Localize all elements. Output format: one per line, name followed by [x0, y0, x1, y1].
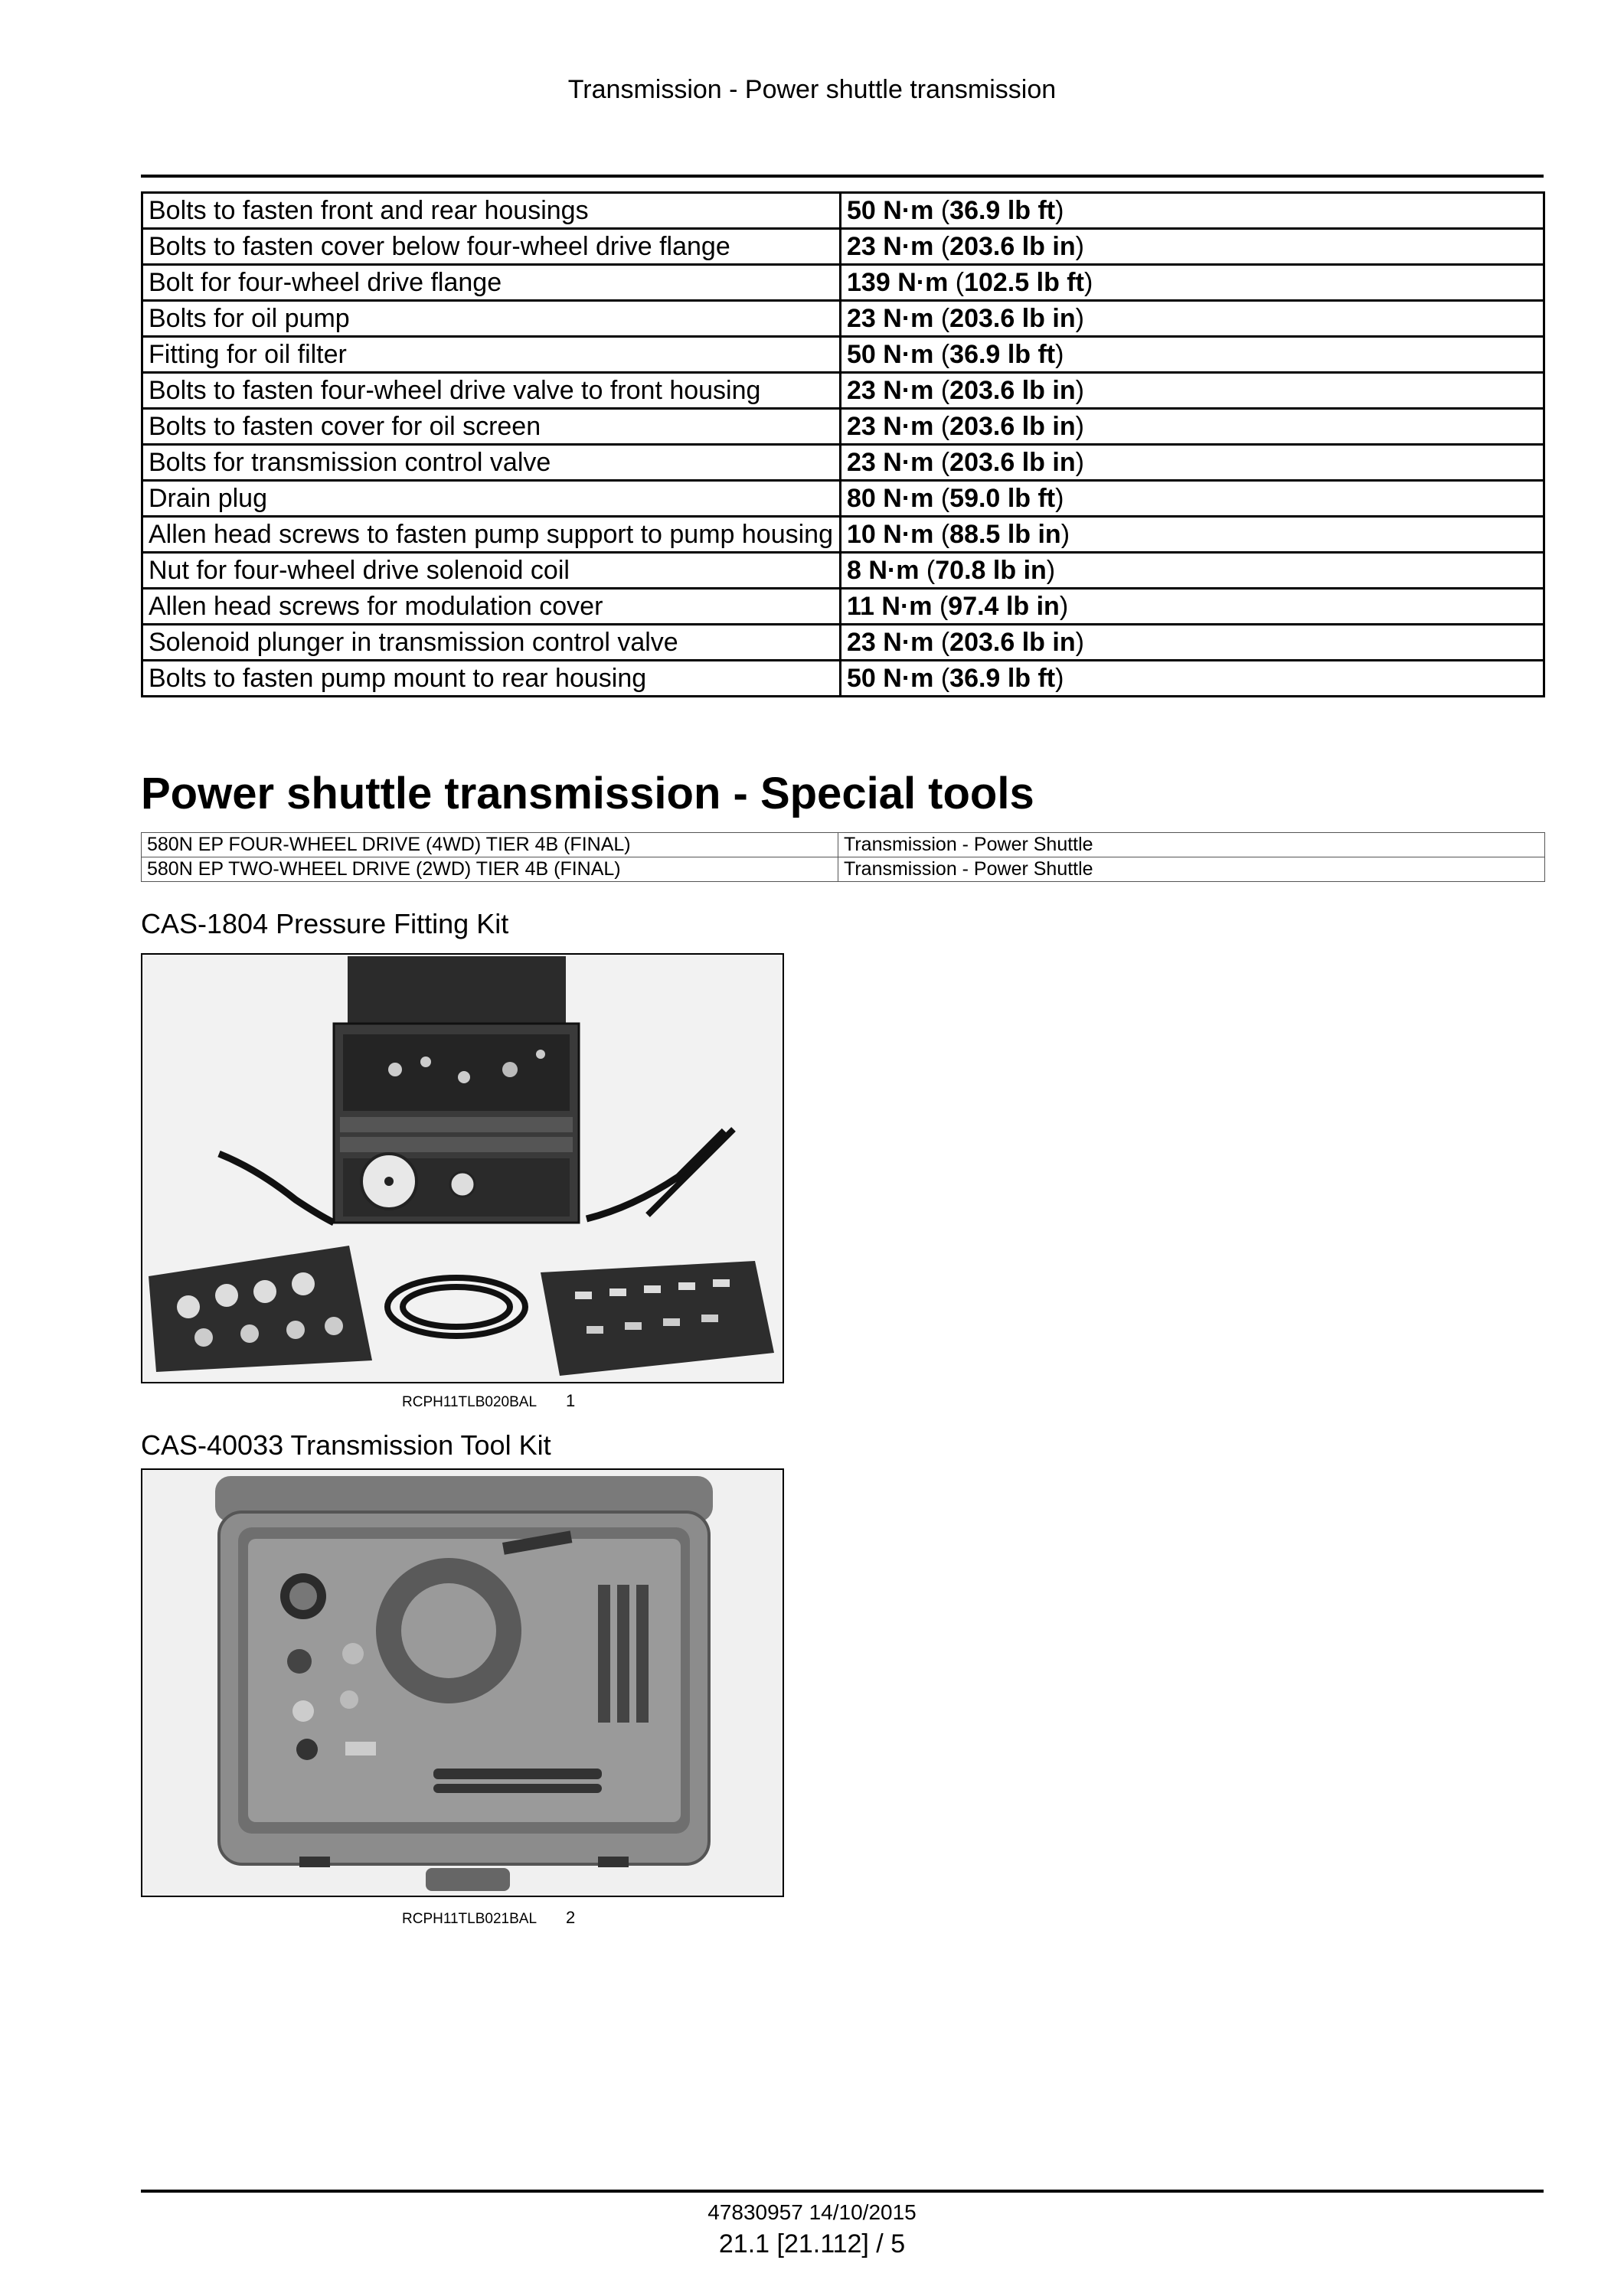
torque-imperial-value: 70.8 — [935, 556, 986, 585]
page-header: Transmission - Power shuttle transmission — [567, 75, 1057, 104]
torque-imperial-unit: lb in — [1021, 304, 1076, 333]
torque-imperial-value: 203.6 — [949, 412, 1015, 441]
torque-value-cell: 10 N·m (88.5 lb in) — [841, 517, 1544, 553]
torque-metric-value: 23 — [847, 448, 876, 477]
torque-metric-value: 10 — [847, 520, 876, 549]
table-row — [142, 373, 1544, 409]
table-row — [142, 833, 1545, 857]
torque-imperial-value: 203.6 — [949, 628, 1015, 657]
torque-imperial-value: 59.0 — [949, 484, 1001, 513]
section-cell: Transmission - Power Shuttle — [838, 857, 1545, 882]
torque-imperial-value: 203.6 — [949, 376, 1015, 405]
torque-metric-value: 23 — [847, 232, 876, 261]
table-row — [142, 857, 1545, 882]
torque-imperial-unit: lb ft — [1036, 268, 1084, 297]
torque-metric-value: 50 — [847, 664, 876, 693]
torque-value-cell: 23 N·m (203.6 lb in) — [841, 445, 1544, 481]
page-number: 21.1 [21.112] / 5 — [718, 2229, 906, 2258]
torque-imperial-unit: lb ft — [1007, 340, 1056, 369]
torque-imperial-value: 36.9 — [949, 196, 1001, 225]
torque-metric-unit: N·m — [883, 376, 934, 405]
torque-metric-value: 23 — [847, 412, 876, 441]
section-title: Power shuttle transmission - Special tools — [141, 769, 1034, 818]
torque-imperial-unit: lb ft — [1007, 484, 1056, 513]
torque-metric-value: 139 — [847, 268, 890, 297]
torque-description-cell: Nut for four-wheel drive solenoid coil — [142, 553, 841, 589]
torque-metric-value: 50 — [847, 196, 876, 225]
torque-metric-unit: N·m — [883, 412, 934, 441]
torque-imperial-unit: lb in — [1021, 376, 1076, 405]
torque-metric-unit: N·m — [883, 484, 934, 513]
torque-metric-unit: N·m — [897, 268, 949, 297]
table-row — [142, 625, 1544, 661]
torque-metric-value: 23 — [847, 304, 876, 333]
figure-code: RCPH11TLB021BAL — [402, 1911, 538, 1927]
torque-value-cell: 23 N·m (203.6 lb in) — [841, 373, 1544, 409]
transmission-tool-kit-illustration — [142, 1470, 783, 1896]
pressure-fitting-kit-image — [141, 953, 784, 1383]
torque-value-cell: 11 N·m (97.4 lb in) — [841, 589, 1544, 625]
torque-metric-value: 23 — [847, 376, 876, 405]
figure-caption — [402, 1908, 575, 1928]
torque-imperial-unit: lb in — [1021, 448, 1076, 477]
table-row — [142, 229, 1544, 265]
torque-imperial-unit: lb ft — [1007, 196, 1056, 225]
torque-value-cell: 23 N·m (203.6 lb in) — [841, 409, 1544, 445]
transmission-tool-kit-image — [141, 1468, 784, 1897]
figure-number: 1 — [566, 1391, 576, 1410]
torque-imperial-value: 203.6 — [949, 232, 1015, 261]
torque-imperial-value: 102.5 — [964, 268, 1030, 297]
models-table — [141, 832, 1545, 882]
torque-description-cell: Bolts to fasten pump mount to rear housing — [142, 661, 841, 697]
table-row — [142, 409, 1544, 445]
torque-description-cell: Bolts for oil pump — [142, 301, 841, 337]
torque-imperial-value: 97.4 — [948, 592, 999, 621]
torque-imperial-value: 203.6 — [949, 448, 1015, 477]
torque-value-cell: 50 N·m (36.9 lb ft) — [841, 337, 1544, 373]
model-cell: 580N EP FOUR-WHEEL DRIVE (4WD) TIER 4B (FINAL) — [142, 833, 838, 857]
torque-description-cell: Bolts to fasten four-wheel drive valve to front housing — [142, 373, 841, 409]
torque-description-cell: Bolts to fasten cover below four-wheel drive flange — [142, 229, 841, 265]
torque-metric-value: 50 — [847, 340, 876, 369]
table-row — [142, 553, 1544, 589]
torque-metric-unit: N·m — [868, 556, 920, 585]
torque-imperial-unit: lb in — [1021, 412, 1076, 441]
section-cell: Transmission - Power Shuttle — [838, 833, 1545, 857]
torque-imperial-value: 36.9 — [949, 340, 1001, 369]
torque-value-cell: 23 N·m (203.6 lb in) — [841, 301, 1544, 337]
torque-description-cell: Bolts to fasten cover for oil screen — [142, 409, 841, 445]
torque-description-cell: Solenoid plunger in transmission control valve — [142, 625, 841, 661]
table-row — [142, 445, 1544, 481]
pressure-fitting-kit-illustration — [142, 955, 783, 1382]
torque-metric-unit: N·m — [883, 232, 934, 261]
torque-metric-value: 11 — [847, 592, 874, 621]
torque-value-cell: 80 N·m (59.0 lb ft) — [841, 481, 1544, 517]
table-row — [142, 517, 1544, 553]
table-row — [142, 661, 1544, 697]
torque-description-cell: Bolt for four-wheel drive flange — [142, 265, 841, 301]
torque-table-body — [142, 193, 1544, 697]
torque-description-cell: Fitting for oil filter — [142, 337, 841, 373]
header-divider — [141, 175, 1544, 178]
figure-code: RCPH11TLB020BAL — [402, 1394, 538, 1410]
footer-divider — [141, 2190, 1544, 2193]
torque-value-cell: 50 N·m (36.9 lb ft) — [841, 193, 1544, 229]
torque-imperial-value: 88.5 — [949, 520, 1001, 549]
torque-metric-unit: N·m — [883, 196, 934, 225]
torque-imperial-value: 36.9 — [949, 664, 1001, 693]
torque-value-cell: 139 N·m (102.5 lb ft) — [841, 265, 1544, 301]
torque-value-cell: 50 N·m (36.9 lb ft) — [841, 661, 1544, 697]
torque-metric-value: 23 — [847, 628, 876, 657]
figure-number: 2 — [566, 1908, 576, 1927]
torque-imperial-unit: lb in — [1021, 232, 1076, 261]
torque-imperial-unit: lb in — [1007, 520, 1061, 549]
torque-imperial-value: 203.6 — [949, 304, 1015, 333]
table-row — [142, 589, 1544, 625]
torque-metric-unit: N·m — [883, 448, 934, 477]
figure-caption — [402, 1391, 575, 1411]
torque-value-cell: 23 N·m (203.6 lb in) — [841, 625, 1544, 661]
torque-value-cell: 23 N·m (203.6 lb in) — [841, 229, 1544, 265]
table-row — [142, 337, 1544, 373]
torque-description-cell: Bolts for transmission control valve — [142, 445, 841, 481]
model-cell: 580N EP TWO-WHEEL DRIVE (2WD) TIER 4B (FINAL) — [142, 857, 838, 882]
torque-metric-unit: N·m — [883, 664, 934, 693]
kit-title: CAS-1804 Pressure Fitting Kit — [141, 908, 509, 939]
torque-metric-unit: N·m — [881, 592, 933, 621]
document-reference: 47830957 14/10/2015 — [707, 2200, 917, 2224]
torque-imperial-unit: lb in — [1005, 592, 1060, 621]
torque-description-cell: Drain plug — [142, 481, 841, 517]
torque-metric-unit: N·m — [883, 628, 934, 657]
torque-imperial-unit: lb in — [1021, 628, 1076, 657]
torque-table — [141, 191, 1545, 697]
kit-title: CAS-40033 Transmission Tool Kit — [141, 1429, 551, 1461]
torque-metric-unit: N·m — [883, 304, 934, 333]
torque-metric-unit: N·m — [883, 340, 934, 369]
torque-imperial-unit: lb ft — [1007, 664, 1056, 693]
torque-metric-value: 8 — [847, 556, 861, 585]
torque-metric-value: 80 — [847, 484, 876, 513]
torque-metric-unit: N·m — [883, 520, 934, 549]
torque-description-cell: Bolts to fasten front and rear housings — [142, 193, 841, 229]
table-row — [142, 481, 1544, 517]
table-row — [142, 301, 1544, 337]
torque-imperial-unit: lb in — [992, 556, 1047, 585]
table-row — [142, 265, 1544, 301]
torque-description-cell: Allen head screws to fasten pump support to pump housing — [142, 517, 841, 553]
torque-description-cell: Allen head screws for modulation cover — [142, 589, 841, 625]
table-row — [142, 193, 1544, 229]
torque-value-cell: 8 N·m (70.8 lb in) — [841, 553, 1544, 589]
